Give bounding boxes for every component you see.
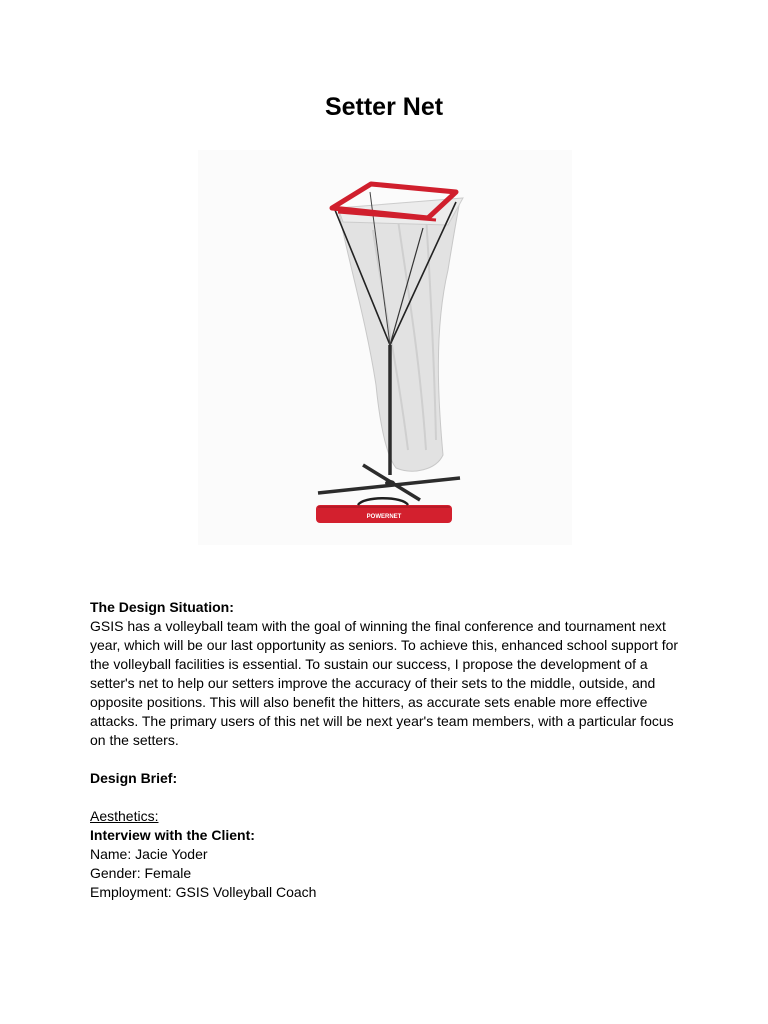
aesthetics-label: Aesthetics:	[90, 808, 159, 824]
design-situation-heading: The Design Situation:	[90, 599, 234, 615]
client-name: Name: Jacie Yoder	[90, 846, 208, 862]
setter-net-illustration	[198, 150, 572, 545]
net-mesh	[338, 200, 460, 471]
client-gender: Gender: Female	[90, 865, 192, 881]
setter-net-image	[198, 150, 572, 545]
spacer	[90, 750, 682, 769]
interview-heading: Interview with the Client:	[90, 827, 255, 843]
base-hub	[385, 480, 395, 486]
document-body	[90, 598, 682, 902]
spacer	[90, 788, 682, 807]
page-title: Setter Net	[324, 93, 444, 121]
design-situation-body: GSIS has a volleyball team with the goal of winning the final conference and tournament next year, which will be our last opportunity as seniors. To achieve this, enhanced school support for the volleyball facilities is essential. To sustain our success, I propose the development of a setter's net to help our setters improve the accuracy of their sets to the middle, outside, and opposite positions. This will also benefit the hitters, as accurate sets enable more effective attacks. The primary users of this net will be next year's team members, with a particular focus on the setters.	[90, 618, 679, 748]
client-employment: Employment: GSIS Volleyball Coach	[90, 884, 317, 900]
design-brief-heading: Design Brief:	[90, 770, 178, 786]
carry-bag-logo: POWERNET	[366, 514, 402, 520]
carry-bag-handle	[358, 498, 408, 505]
